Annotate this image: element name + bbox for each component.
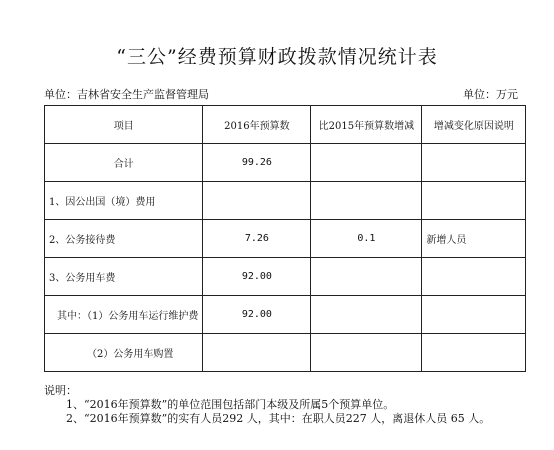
row-item: 3、公务用车费 bbox=[45, 258, 203, 296]
row-budget bbox=[203, 334, 311, 372]
note-line: 2、“2016年预算数”的实有人员292 人，其中：在职人员227 人，离退休人员 65 人。 bbox=[66, 412, 491, 425]
budget-table bbox=[44, 105, 526, 372]
unit-currency: 单位：万元 bbox=[463, 88, 518, 101]
row-change bbox=[311, 296, 422, 334]
row-change bbox=[311, 258, 422, 296]
row-item: （2）公务用车购置 bbox=[45, 334, 203, 372]
table-row bbox=[45, 182, 526, 220]
header-budget: 2016年预算数 bbox=[203, 106, 311, 144]
row-item: 2、公务接待费 bbox=[45, 220, 203, 258]
row-budget: 92.00 bbox=[203, 258, 311, 296]
table-row bbox=[45, 144, 526, 182]
note-line: 1、“2016年预算数”的单位范围包括部门本级及所属5个预算单位。 bbox=[66, 398, 395, 411]
table-row bbox=[45, 296, 526, 334]
row-reason bbox=[422, 258, 526, 296]
row-reason bbox=[422, 296, 526, 334]
header-reason: 增减变化原因说明 bbox=[422, 106, 526, 144]
row-change bbox=[311, 334, 422, 372]
header-item: 项目 bbox=[45, 106, 203, 144]
table-header-row bbox=[45, 106, 526, 144]
row-budget: 99.26 bbox=[203, 144, 311, 182]
row-reason bbox=[422, 144, 526, 182]
row-reason bbox=[422, 334, 526, 372]
header-change: 比2015年预算数增减 bbox=[311, 106, 422, 144]
row-item: 其中：（1）公务用车运行维护费 bbox=[45, 296, 203, 334]
unit-organization: 单位：吉林省安全生产监督管理局 bbox=[44, 88, 209, 101]
notes-section bbox=[44, 384, 490, 426]
row-change: 0.1 bbox=[311, 220, 422, 258]
row-budget: 92.00 bbox=[203, 296, 311, 334]
row-change bbox=[311, 144, 422, 182]
page-title: “三公”经费预算财政拨款情况统计表 bbox=[116, 46, 438, 68]
row-budget bbox=[203, 182, 311, 220]
table-row bbox=[45, 334, 526, 372]
row-change bbox=[311, 182, 422, 220]
table-row bbox=[45, 258, 526, 296]
row-budget: 7.26 bbox=[203, 220, 311, 258]
notes-heading: 说明： bbox=[44, 384, 77, 397]
row-item: 合计 bbox=[45, 144, 203, 182]
row-reason bbox=[422, 182, 526, 220]
row-reason: 新增人员 bbox=[422, 220, 526, 258]
row-item: 1、因公出国（境）费用 bbox=[45, 182, 203, 220]
table-row bbox=[45, 220, 526, 258]
